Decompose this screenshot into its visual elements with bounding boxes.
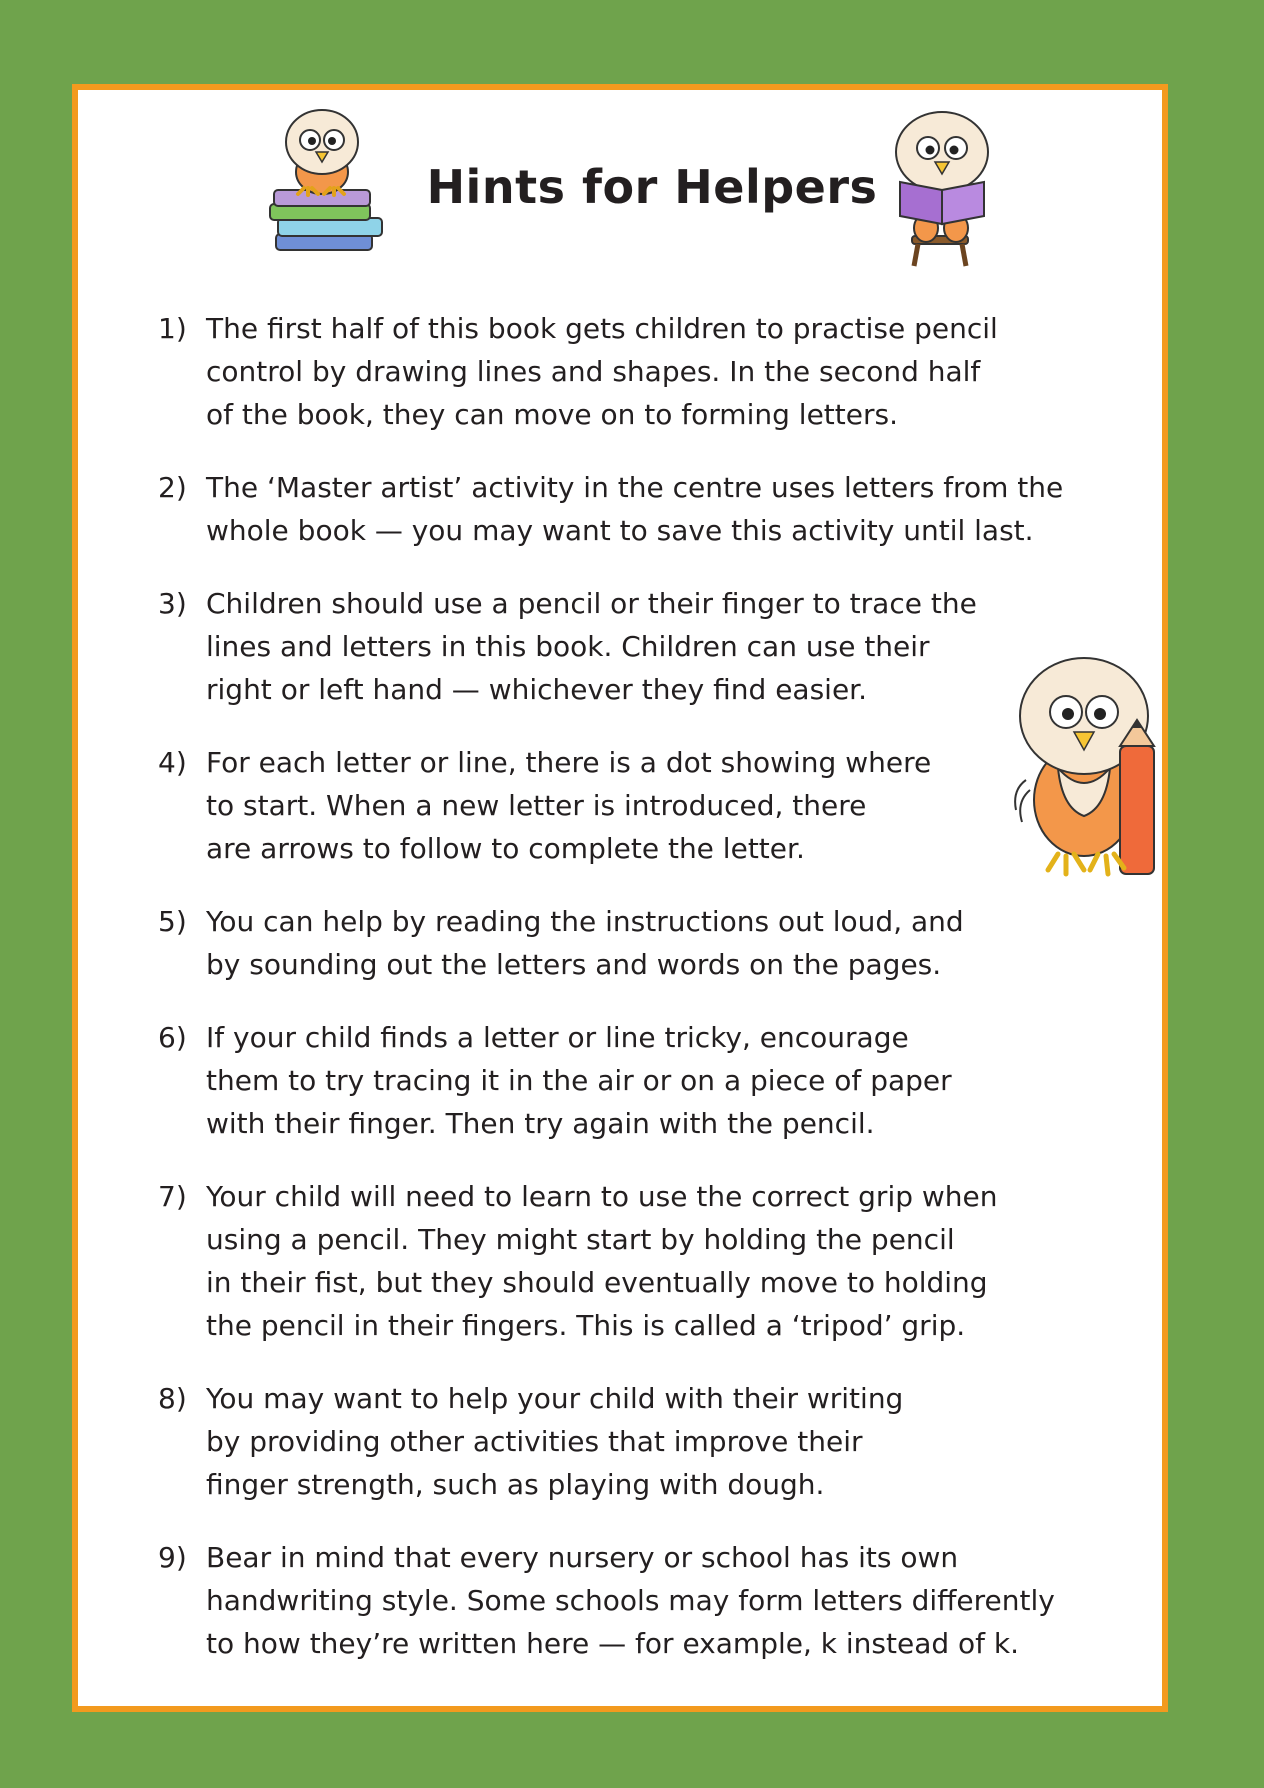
hint-item xyxy=(158,307,1118,436)
hint-text: For each letter or line, there is a dot showing where to start. When a new letter is introduced, there are arrows to follow to complete the letter. xyxy=(206,746,932,865)
hints-page xyxy=(72,84,1168,1712)
hint-item xyxy=(158,582,1118,711)
hint-item xyxy=(158,1016,1118,1145)
hint-item xyxy=(158,1175,1118,1347)
hint-text: Children should use a pencil or their finger to trace the lines and letters in this book. Children can use their right or left hand — whichever they find easier. xyxy=(206,587,977,706)
hint-number: 1) xyxy=(158,312,187,345)
hint-number: 2) xyxy=(158,471,187,504)
hint-number: 3) xyxy=(158,587,187,620)
hint-text: The first half of this book gets children to practise pencil control by drawing lines and shapes. In the second half of the book, they can move on to forming letters. xyxy=(206,312,998,431)
hint-text: If your child finds a letter or line tricky, encourage them to try tracing it in the air or on a piece of paper with their finger. Then try again with the pencil. xyxy=(206,1021,952,1140)
hint-text: Bear in mind that every nursery or school has its own handwriting style. Some schools may form letters differently to how they’re written here — for example, k instead of k. xyxy=(206,1541,1055,1660)
hint-text: You can help by reading the instructions out loud, and by sounding out the letters and words on the pages. xyxy=(206,905,964,981)
owl-reading-icon xyxy=(884,108,1004,270)
hint-item xyxy=(158,741,1118,870)
hint-number: 5) xyxy=(158,905,187,938)
hint-text: Your child will need to learn to use the correct grip when using a pencil. They might start by holding the pencil in their fist, but they should eventually move to holding the pencil in their fingers. This is called a ‘tripod’ grip. xyxy=(206,1180,998,1342)
hint-number: 6) xyxy=(158,1021,187,1054)
hints-list xyxy=(158,307,1118,1695)
page-title: Hints for Helpers xyxy=(426,160,878,214)
hint-item xyxy=(158,1536,1118,1665)
hint-item xyxy=(158,900,1118,986)
hint-number: 4) xyxy=(158,746,187,779)
hint-number: 7) xyxy=(158,1180,187,1213)
hint-item xyxy=(158,1377,1118,1506)
hint-number: 8) xyxy=(158,1382,187,1415)
hint-text: The ‘Master artist’ activity in the centre uses letters from the whole book — you may want to save this activity until last. xyxy=(206,471,1064,547)
hint-number: 9) xyxy=(158,1541,187,1574)
hint-text: You may want to help your child with their writing by providing other activities that improve their finger strength, such as playing with dough. xyxy=(206,1382,904,1501)
hint-item xyxy=(158,466,1118,552)
